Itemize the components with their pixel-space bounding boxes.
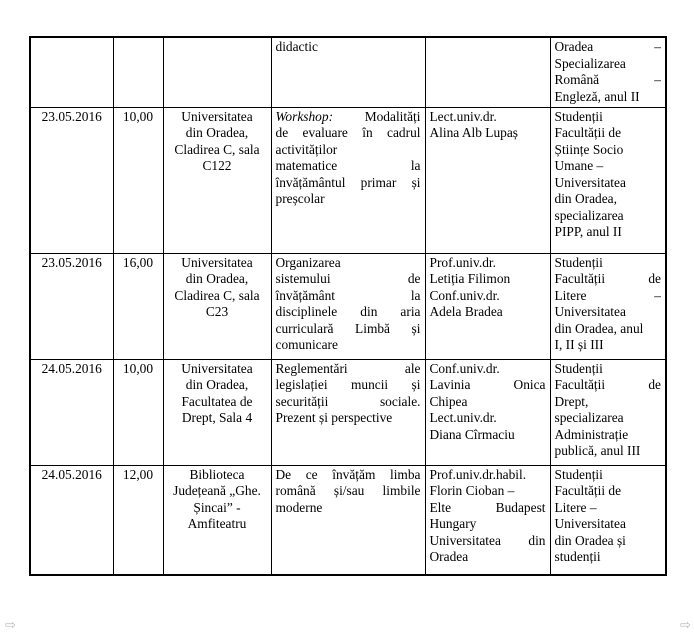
topic-line: [276, 191, 421, 208]
audience-text: specializarea: [554, 410, 624, 425]
topic-cell: [271, 359, 425, 465]
topic-line: [276, 483, 421, 500]
audience-text: Universitatea: [554, 304, 626, 319]
time-cell: [113, 37, 163, 107]
topic-text: moderne: [275, 499, 323, 515]
topic-cell: [271, 37, 425, 107]
topic-line: [276, 255, 421, 272]
place-line: [168, 304, 267, 321]
topic-line: [276, 467, 421, 484]
audience-text: Universitatea: [554, 516, 626, 531]
people-line: [430, 394, 546, 411]
audience-text: publică, anul III: [554, 443, 641, 458]
audience-line: [555, 500, 662, 517]
audience-line: [555, 361, 662, 378]
participants-cell: [550, 107, 666, 253]
audience-line: [555, 394, 662, 411]
topic-line: [276, 410, 421, 427]
topic-text: disciplinele din aria: [275, 304, 421, 319]
topic-line: [276, 288, 421, 305]
place-text: Universitatea: [181, 108, 253, 124]
place-text: din Oradea,: [185, 271, 249, 286]
topic-text: de evaluare în cadrul: [275, 125, 421, 140]
table-row: [30, 359, 666, 465]
topic-line: [276, 142, 421, 159]
audience-text: Universitatea: [554, 174, 626, 190]
audience-line: [555, 175, 662, 192]
participants-cell: [550, 465, 666, 575]
audience-line: [555, 89, 662, 106]
audience-text: Studenții: [554, 360, 603, 376]
place-text: Drept, Sala 4: [181, 410, 253, 425]
audience-text: Științe Socio: [554, 141, 624, 157]
audience-text: Studenții: [554, 108, 603, 124]
topic-text: română și/sau limbile: [275, 483, 421, 498]
topic-text: preșcolar: [275, 191, 325, 206]
place-text: Județeană „Ghe.: [173, 483, 261, 498]
people-line: [430, 377, 546, 394]
audience-text: Studenții: [554, 254, 603, 270]
audience-text: Drept,: [554, 393, 589, 409]
audience-line: [555, 410, 662, 427]
place-text: Cladirea C, sala: [174, 287, 260, 303]
coordinators-cell: [425, 359, 550, 465]
time-cell: 16,00: [113, 253, 163, 359]
audience-line: [555, 304, 662, 321]
place-text: din Oradea,: [185, 377, 249, 392]
people-text: Letiția Filimon: [429, 271, 511, 286]
audience-text: din Oradea,: [554, 191, 617, 206]
location-cell: [163, 359, 271, 465]
schedule-body: [30, 37, 666, 575]
date-cell: [30, 37, 113, 107]
left-arrow-icon[interactable]: ⇨: [5, 618, 16, 633]
table-row: [30, 253, 666, 359]
time-cell: 10,00: [113, 359, 163, 465]
topic-cell: [271, 253, 425, 359]
participants-cell: [550, 37, 666, 107]
topic-text: legislației muncii și: [275, 377, 421, 392]
place-text: Cladirea C, sala: [174, 141, 260, 157]
table-row: [30, 465, 666, 575]
people-line: [430, 483, 546, 500]
people-text: Lect.univ.dr.: [429, 108, 497, 124]
people-line: [430, 271, 546, 288]
place-line: [168, 410, 267, 427]
audience-line: [555, 39, 662, 56]
topic-line: [276, 271, 421, 288]
audience-text: Specializarea: [554, 55, 626, 71]
audience-line: [555, 377, 662, 394]
people-line: [430, 288, 546, 305]
people-text: Conf.univ.dr.: [429, 287, 500, 303]
date-cell: 23.05.2016: [30, 253, 113, 359]
audience-text: I, II și III: [554, 337, 604, 352]
topic-prefix: Workshop:: [275, 108, 334, 124]
audience-line: [555, 56, 662, 73]
table-row: [30, 37, 666, 107]
place-text: C23: [205, 304, 229, 319]
people-text: Universitatea din: [429, 532, 546, 548]
people-text: Hungary: [429, 516, 477, 531]
topic-line: [276, 158, 421, 175]
topic-line: [276, 321, 421, 338]
topic-text: curriculară Limbă și: [275, 320, 421, 336]
date-cell: 24.05.2016: [30, 465, 113, 575]
audience-text: Facultății de: [554, 125, 622, 140]
people-text: Florin Cioban –: [429, 483, 515, 498]
audience-line: [555, 288, 662, 305]
place-text: C122: [202, 158, 232, 173]
place-line: [168, 125, 267, 142]
topic-text: matematice la: [275, 158, 421, 173]
audience-line: [555, 549, 662, 566]
topic-text: activităților: [275, 141, 338, 157]
topic-line: [276, 377, 421, 394]
participants-cell: [550, 359, 666, 465]
topic-line: [276, 39, 421, 56]
topic-text: Reglementări ale: [275, 360, 421, 376]
audience-line: [555, 125, 662, 142]
audience-line: [555, 271, 662, 288]
people-line: [430, 467, 546, 484]
topic-line: [276, 109, 421, 126]
location-cell: [163, 253, 271, 359]
topic-line: [276, 500, 421, 517]
audience-text: studenții: [554, 549, 601, 564]
audience-line: [555, 208, 662, 225]
topic-text: Modalități: [333, 108, 421, 124]
audience-text: PIPP, anul II: [554, 224, 622, 239]
topic-line: [276, 304, 421, 321]
people-line: [430, 427, 546, 444]
audience-line: [555, 72, 662, 89]
topic-line: [276, 337, 421, 354]
date-cell: 24.05.2016: [30, 359, 113, 465]
topic-text: didactic: [275, 39, 318, 54]
audience-text: specializarea: [554, 207, 624, 223]
place-line: [168, 500, 267, 517]
audience-line: [555, 191, 662, 208]
people-text: Lavinia Onica: [429, 377, 546, 392]
topic-line: [276, 175, 421, 192]
people-line: [430, 361, 546, 378]
audience-line: [555, 427, 662, 444]
location-cell: [163, 465, 271, 575]
place-text: Facultatea de: [181, 393, 253, 409]
topic-line: [276, 125, 421, 142]
audience-text: Facultății de: [554, 377, 661, 392]
topic-text: securității sociale.: [275, 393, 421, 409]
people-text: Adela Bradea: [429, 304, 503, 319]
audience-line: [555, 158, 662, 175]
people-line: [430, 549, 546, 566]
right-arrow-icon[interactable]: ⇨: [680, 618, 691, 633]
audience-line: [555, 337, 662, 354]
place-line: [168, 271, 267, 288]
audience-text: din Oradea, anul: [554, 320, 644, 336]
place-line: [168, 158, 267, 175]
audience-text: Facultății de: [554, 483, 622, 498]
audience-line: [555, 516, 662, 533]
audience-line: [555, 224, 662, 241]
topic-cell: [271, 107, 425, 253]
place-text: Șincai” -: [193, 499, 241, 515]
audience-text: Umane –: [554, 158, 604, 173]
participants-cell: [550, 253, 666, 359]
place-line: [168, 516, 267, 533]
topic-text: Organizarea: [275, 254, 341, 270]
people-text: Alina Alb Lupaș: [429, 125, 519, 140]
audience-text: Litere –: [554, 499, 597, 515]
place-text: Biblioteca: [189, 466, 245, 482]
place-text: Universitatea: [181, 360, 253, 376]
people-text: Diana Cîrmaciu: [429, 426, 515, 442]
audience-text: din Oradea și: [554, 532, 626, 548]
place-line: [168, 394, 267, 411]
location-cell: [163, 37, 271, 107]
topic-text: învățământul primar și: [275, 174, 421, 190]
audience-text: Administrație: [554, 426, 629, 442]
schedule-table: [29, 36, 667, 576]
people-line: [430, 125, 546, 142]
audience-text: Facultății de: [554, 271, 661, 286]
audience-text: Oradea –: [554, 39, 661, 54]
topic-text: De ce învățăm limba: [275, 466, 421, 482]
place-text: Amfiteatru: [187, 516, 247, 531]
time-cell: 12,00: [113, 465, 163, 575]
topic-line: [276, 394, 421, 411]
place-line: [168, 377, 267, 394]
location-cell: [163, 107, 271, 253]
coordinators-cell: [425, 465, 550, 575]
people-text: Chipea: [429, 393, 468, 409]
place-line: [168, 255, 267, 272]
people-text: Conf.univ.dr.: [429, 360, 500, 376]
audience-line: [555, 142, 662, 159]
people-line: [430, 109, 546, 126]
topic-cell: [271, 465, 425, 575]
topic-text: sistemului de: [275, 271, 421, 286]
people-text: Prof.univ.dr.: [429, 254, 496, 270]
place-line: [168, 142, 267, 159]
coordinators-cell: [425, 107, 550, 253]
people-line: [430, 255, 546, 272]
people-text: Lect.univ.dr.: [429, 410, 497, 425]
topic-line: [276, 361, 421, 378]
coordinators-cell: [425, 37, 550, 107]
people-text: Elte Budapest: [429, 499, 546, 515]
topic-text: Prezent și perspective: [275, 410, 393, 425]
place-line: [168, 361, 267, 378]
place-line: [168, 483, 267, 500]
place-text: Universitatea: [181, 254, 253, 270]
people-text: Prof.univ.dr.habil.: [429, 466, 527, 482]
people-line: [430, 500, 546, 517]
topic-text: comunicare: [275, 337, 338, 352]
time-cell: 10,00: [113, 107, 163, 253]
place-line: [168, 467, 267, 484]
audience-line: [555, 443, 662, 460]
people-line: [430, 533, 546, 550]
audience-line: [555, 321, 662, 338]
date-cell: 23.05.2016: [30, 107, 113, 253]
audience-line: [555, 255, 662, 272]
people-line: [430, 516, 546, 533]
audience-line: [555, 467, 662, 484]
people-text: Oradea: [429, 549, 469, 564]
people-line: [430, 304, 546, 321]
place-text: din Oradea,: [185, 125, 249, 140]
audience-text: Studenții: [554, 466, 603, 482]
audience-line: [555, 483, 662, 500]
place-line: [168, 288, 267, 305]
coordinators-cell: [425, 253, 550, 359]
audience-text: Română –: [554, 72, 661, 87]
topic-text: învățământ la: [275, 287, 421, 303]
table-row: [30, 107, 666, 253]
audience-line: [555, 533, 662, 550]
audience-line: [555, 109, 662, 126]
place-line: [168, 109, 267, 126]
people-line: [430, 410, 546, 427]
audience-text: Litere –: [554, 287, 661, 303]
audience-text: Engleză, anul II: [554, 88, 640, 104]
